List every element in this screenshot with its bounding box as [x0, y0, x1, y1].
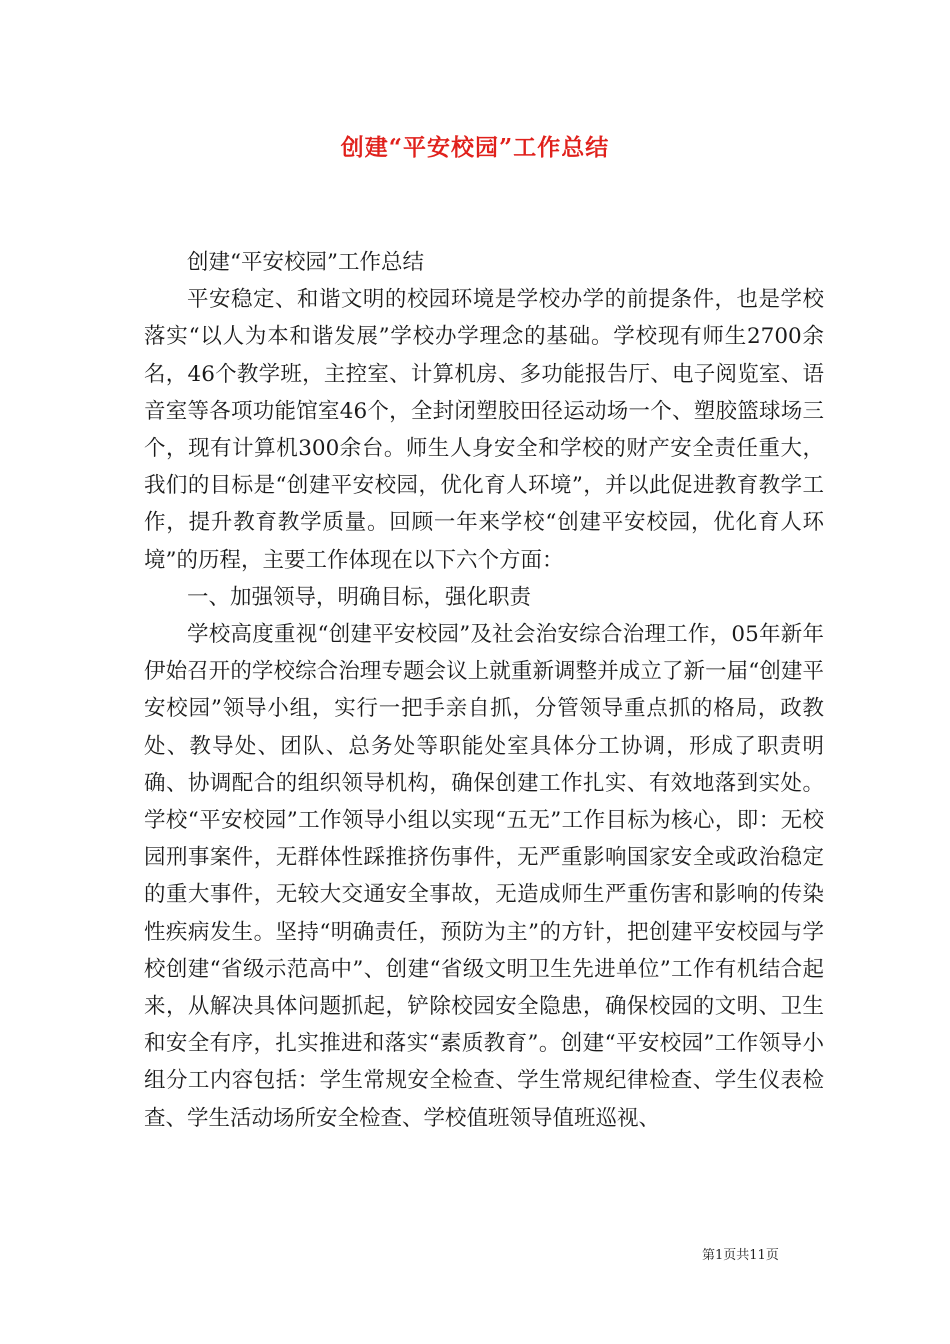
document-title: 创建“平安校园”工作总结	[340, 134, 610, 161]
paragraph-subtitle: 创建“平安校园”工作总结	[187, 250, 424, 275]
document-body	[144, 244, 824, 1137]
section-heading-1: 一、加强领导，明确目标，强化职责	[187, 584, 532, 610]
paragraph-section-1: 学校高度重视“创建平安校园”及社会治安综合治理工作，05年新年伊始召开的学校综合治理专题会议上就重新调整并成立了新一届“创建平安校园”领导小组，实行一把手亲自抓，分管领导重点抓的格局，政教处、教导处、团队、总务处等职能处室具体分工协调，形成了职责明确、协调配合的组织领导机构，确保创建工作扎实、有效地落到实处。学校“平安校园”工作领导小组以实现“五无”工作目标为核心，即：无校园刑事案件，无群体性踩推挤伤事件，无严重影响国家安全或政治稳定的重大事件，无较大交通安全事故，无造成师生严重伤害和影响的传染性疾病发生。坚持“明确责任，预防为主”的方针，把创建平安校园与学校创建“省级示范高中”、创建“省级文明卫生先进单位”工作有机结合起来，从解决具体问题抓起，铲除校园安全隐患，确保校园的文明、卫生和安全有序，扎实推进和落实“素质教育”。创建“平安校园”工作领导小组分工内容包括：学生常规安全检查、学生常规纪律检查、学生仪表检查、学生活动场所安全检查、学校值班领导值班巡视、	[144, 622, 824, 1131]
paragraph-intro: 平安稳定、和谐文明的校园环境是学校办学的前提条件，也是学校落实“以人为本和谐发展”学校办学理念的基础。学校现有师生2700余名，46个教学班，主控室、计算机房、多功能报告厅、电子阅览室、语音室等各项功能馆室46个，全封闭塑胶田径运动场一个、塑胶篮球场三个，现有计算机300余台。师生人身安全和学校的财产安全责任重大，我们的目标是“创建平安校园，优化育人环境”，并以此促进教育教学工作，提升教育教学质量。回顾一年来学校“创建平安校园，优化育人环境”的历程，主要工作体现在以下六个方面：	[144, 287, 824, 573]
page-number: 第1页共11页	[702, 1248, 779, 1263]
